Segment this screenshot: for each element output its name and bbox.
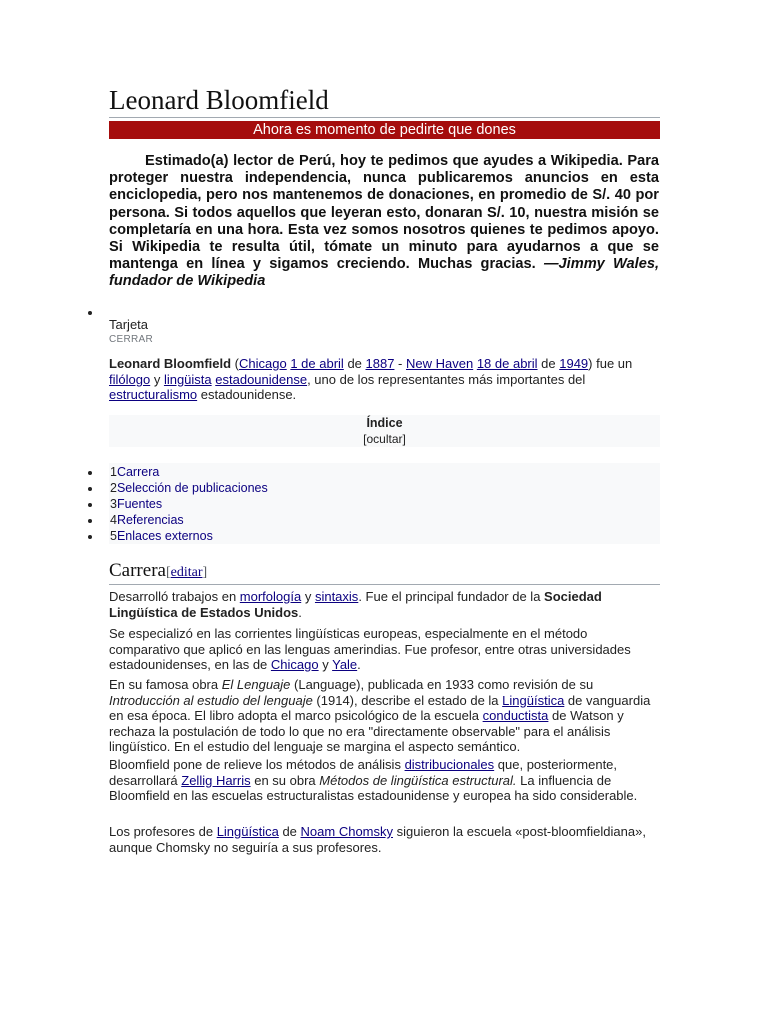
link-yale[interactable]: Yale — [332, 657, 358, 673]
bullet-icon — [88, 535, 92, 539]
text: Se especializó en las corrientes lingüísticas europeas, especialmente en el método comparativo que aplicó en las lenguas amerindias. Fue profesor, entre otras universidades estadounidenses, en las de — [109, 626, 631, 673]
paragraph-2 — [109, 626, 659, 673]
toc-item-carrera[interactable] — [110, 465, 159, 480]
toc-item-referencias[interactable] — [110, 513, 184, 528]
text: ) fue un — [588, 356, 633, 371]
text: y — [150, 371, 164, 387]
bullet-icon — [88, 311, 92, 315]
section-edit — [166, 565, 207, 580]
link-filologo[interactable]: filólogo — [109, 371, 151, 387]
toc-label: Referencias — [116, 513, 184, 527]
text: ( — [231, 356, 240, 371]
link-sintaxis[interactable]: sintaxis — [314, 589, 359, 604]
italic-text: Métodos de lingüística estructural. — [319, 772, 517, 788]
link-1887[interactable]: 1887 — [365, 356, 395, 371]
bullet-icon — [88, 519, 92, 523]
italic-text: Introducción al estudio del lenguaje — [109, 692, 313, 708]
text: . Fue el principal fundador de la — [358, 589, 545, 604]
toc-toggle-button[interactable]: [ocultar] — [363, 432, 406, 446]
intro-paragraph — [109, 356, 649, 403]
appeal-text: Estimado(a) lector de Perú, hoy te pedimos que ayudes a Wikipedia. Para proteger nuestra independencia, nunca publicaremos anuncios en esta enciclopedia, pero nos mantenemos de donaciones, en promedio de S/. 40 por persona. Si todos aquellos que leyeran esto, donaran S/. 10, nuestra misión se completaría en una hora. Esta vez somos nosotros quienes te pedimos apoyo. Si Wikipedia te resulta útil, tómate un minuto para ayudarnos a que se mantenga en línea y sigamos creciendo. Muchas gracias. — [109, 153, 659, 273]
toc-item-publicaciones[interactable] — [110, 481, 268, 496]
link-death-date[interactable]: 18 de abril — [476, 356, 538, 371]
text: en su obra — [250, 772, 320, 788]
text: y — [301, 589, 315, 604]
toc-header — [109, 415, 660, 447]
text: La influencia de Bloomfield en las escuelas estructuralistas estadounidense y europea ha sido considerable. — [109, 772, 638, 804]
text: (Language), publicada en 1933 como revisión de su — [290, 677, 594, 692]
text: estadounidense. — [197, 387, 297, 403]
link-chicago[interactable]: Chicago — [270, 657, 319, 673]
text: - — [394, 356, 406, 371]
link-linguistica[interactable]: Lingüística — [216, 824, 279, 839]
link-zellig-harris[interactable]: Zellig Harris — [181, 772, 251, 788]
toc-item-enlaces[interactable] — [110, 529, 213, 544]
link-birth-date[interactable]: 1 de abril — [290, 356, 344, 371]
link-linguistica[interactable]: Lingüística — [502, 692, 565, 708]
bracket: ] — [202, 565, 208, 580]
link-linguista[interactable]: lingüista — [163, 371, 212, 387]
section-heading-carrera — [109, 559, 660, 585]
subject-name: Leonard Bloomfield — [109, 356, 232, 371]
donation-banner[interactable]: Ahora es momento de pedirte que dones — [109, 121, 660, 139]
text: En su famosa obra — [109, 677, 222, 692]
link-morfologia[interactable]: morfología — [239, 589, 302, 604]
paragraph-4 — [109, 757, 659, 804]
toc-number: 5 — [110, 529, 117, 543]
appeal-signature: —Jimmy Wales, fundador de Wikipedia — [109, 256, 659, 290]
text: (1914), describe el estado de la — [312, 692, 503, 708]
card-close-button[interactable]: CERRAR — [109, 334, 154, 345]
link-distribucionales[interactable]: distribucionales — [404, 757, 495, 772]
bracket: [ — [165, 565, 171, 580]
text: . — [298, 604, 302, 620]
text: Desarrolló trabajos en — [109, 589, 240, 604]
link-noam-chomsky[interactable]: Noam Chomsky — [300, 824, 393, 839]
text: , uno de los representantes más importantes del — [307, 371, 586, 387]
text: de — [343, 356, 366, 371]
toc-item-fuentes[interactable] — [110, 497, 162, 512]
text: . — [357, 657, 361, 673]
toc-label: Fuentes — [116, 497, 163, 511]
paragraph-5 — [109, 824, 659, 855]
text: de — [278, 824, 301, 839]
toc-number: 2 — [110, 481, 117, 495]
bullet-icon — [88, 487, 92, 491]
paragraph-1 — [109, 589, 659, 620]
text: y — [318, 657, 333, 673]
page-title: Leonard Bloomfield — [109, 84, 660, 118]
toc-number: 3 — [110, 497, 117, 511]
text: de Watson y rechaza la postulación de todo lo que no era "directamente observable" para el análisis lingüístico. En el estudio del lenguaje se margina el aspecto semántico. — [109, 708, 624, 755]
text: Bloomfield pone de relieve los métodos de análisis — [109, 757, 405, 772]
toc-number: 4 — [110, 513, 117, 527]
link-conductista[interactable]: conductista — [482, 708, 549, 724]
edit-link[interactable]: editar — [170, 565, 203, 580]
bullet-icon — [88, 471, 92, 475]
text: Los profesores de — [109, 824, 217, 839]
bullet-icon — [88, 503, 92, 507]
text: de — [537, 356, 560, 371]
bold-text: Sociedad Lingüística de Estados Unidos — [109, 589, 602, 620]
donation-appeal — [109, 153, 659, 291]
toc-label: Selección de publicaciones — [116, 481, 268, 495]
text: de vanguardia en esa época. El libro adopta el marco psicológico de la escuela — [109, 692, 651, 724]
text: que, posteriormente, desarrollará — [109, 757, 618, 788]
text: siguieron la escuela «post-bloomfieldiana», aunque Chomsky no seguiría a sus profesores. — [109, 824, 646, 855]
toc-label: Enlaces externos — [116, 529, 213, 543]
link-estructuralismo[interactable]: estructuralismo — [109, 387, 198, 403]
toc-list — [109, 463, 660, 544]
link-new-haven[interactable]: New Haven — [406, 356, 474, 371]
link-1949[interactable]: 1949 — [559, 356, 589, 371]
toc-title: Índice — [366, 416, 403, 430]
card-label: Tarjeta — [109, 317, 149, 332]
paragraph-3 — [109, 677, 659, 755]
section-title: Carrera — [109, 560, 166, 581]
link-estadounidense[interactable]: estadounidense — [215, 371, 308, 387]
italic-text: El Lenguaje — [221, 677, 291, 692]
link-chicago[interactable]: Chicago — [239, 356, 287, 371]
toc-label: Carrera — [116, 465, 160, 479]
toc-number: 1 — [110, 465, 117, 479]
